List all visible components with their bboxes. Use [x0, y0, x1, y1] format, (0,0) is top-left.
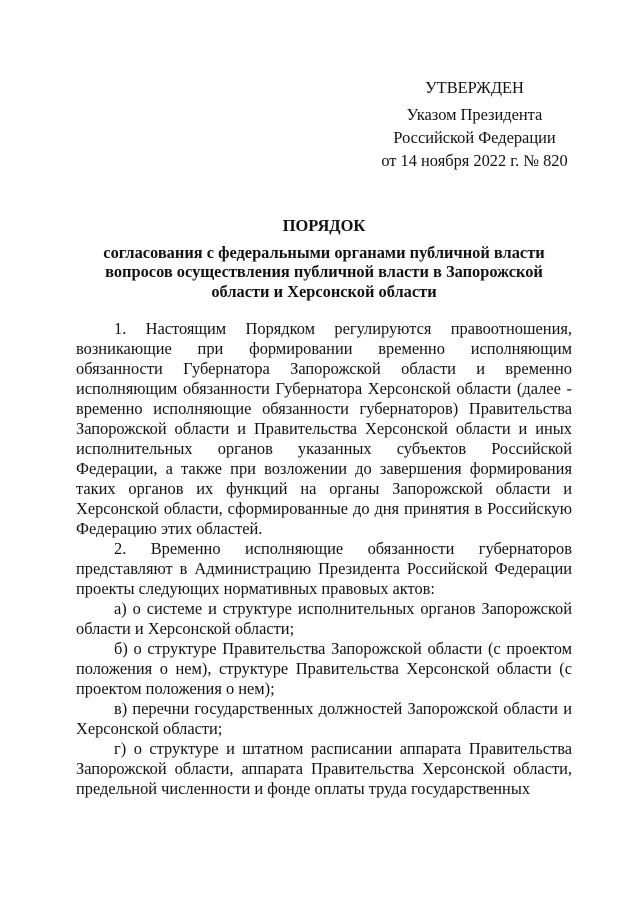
paragraph-1: 1. Настоящим Порядком регулируются правоотношения, возникающие при формировании временно исполняющим обязанности Губернатора Запорожской области и временно исполняющим обязанности Губернатора Херсонской области (далее - временно исполняющие обязанности губернаторов) Правительства Запорожской области и Правительства Херсонской области и иных исполнительных органов указанных субъектов Российской Федерации, а также при возложении до завершения формирования таких органов их функций на органы Запорожской области и Херсонской области, сформированные до дня принятия в Российскую Федерацию этих областей.: [76, 319, 572, 538]
paragraph-2c: в) перечни государственных должностей Запорожской области и Херсонской области;: [76, 699, 572, 738]
approval-line-3: от 14 ноября 2022 г. № 820: [381, 151, 568, 170]
paragraph-2a: а) о системе и структуре исполнительных органов Запорожской области и Херсонской области;: [76, 599, 572, 638]
approval-line-1: Указом Президента: [406, 105, 543, 124]
title-main: ПОРЯДОК: [282, 216, 366, 235]
paragraph-2b: б) о структуре Правительства Запорожской области (с проектом положения о нем), структуре Правительства Херсонской области (с проектом положения о нем);: [76, 639, 572, 698]
approval-heading: УТВЕРЖДЕН: [425, 78, 524, 97]
title-subtitle: согласования с федеральными органами публичной власти вопросов осуществления публичной власти в Запорожской области и Херсонской области: [103, 242, 545, 301]
approval-line-2: Российской Федерации: [393, 128, 556, 147]
approval-stamp: [372, 76, 577, 172]
paragraph-2: 2. Временно исполняющие обязанности губернаторов представляют в Администрацию Президента Российской Федерации проекты следующих нормативных правовых актов:: [76, 539, 572, 598]
paragraph-2d: г) о структуре и штатном расписании аппарата Правительства Запорожской области, аппарата Правительства Херсонской области, предельной численности и фонде оплаты труда государственных: [76, 739, 572, 798]
document-body: [76, 319, 572, 799]
document-title: [76, 216, 572, 301]
